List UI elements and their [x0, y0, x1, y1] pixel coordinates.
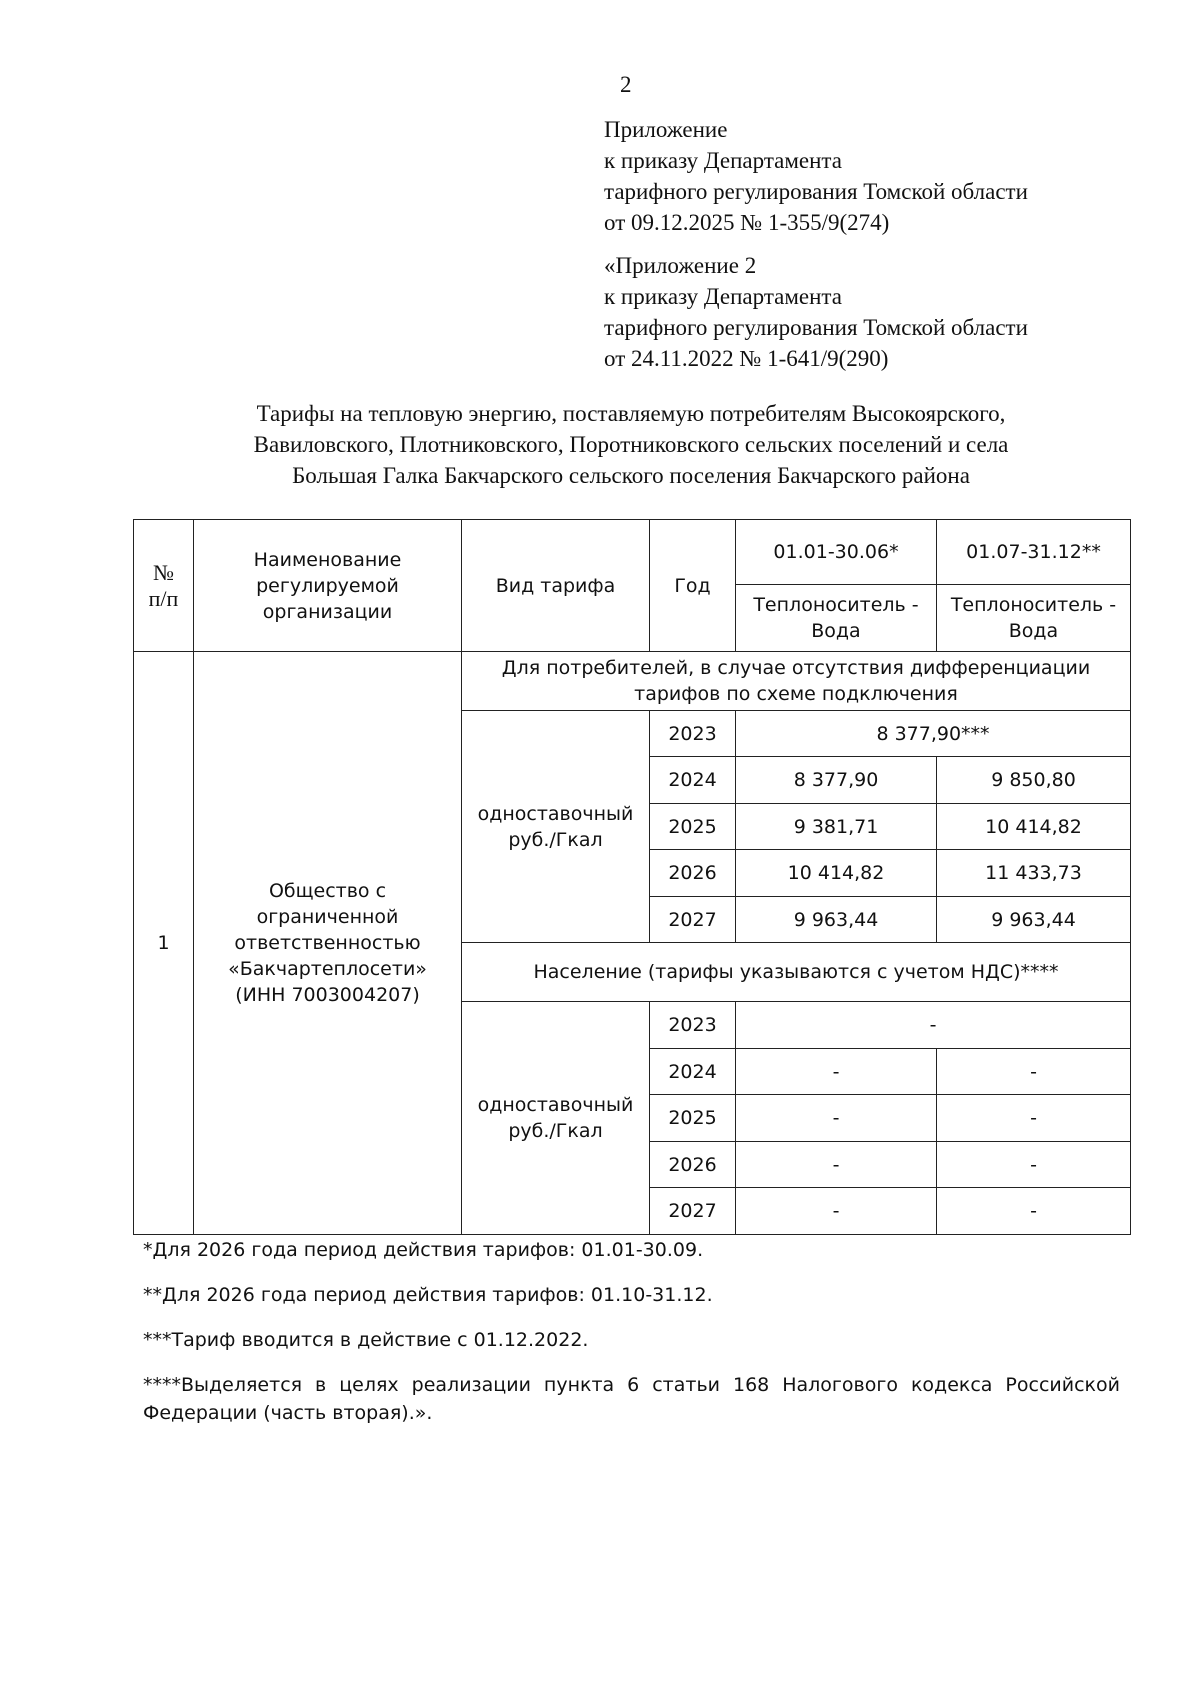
tariff-value-period-2: 11 433,73	[937, 850, 1131, 897]
header-tariff-type: Вид тарифа	[462, 520, 650, 652]
title-line: Вавиловского, Плотниковского, Поротниковского сельских поселений и села	[253, 432, 1009, 457]
title-line: Большая Галка Бакчарского сельского поселения Бакчарского района	[292, 463, 970, 488]
year-cell: 2027	[650, 1188, 736, 1235]
year-cell: 2027	[650, 897, 736, 943]
organization-line: ответственностью	[234, 932, 421, 954]
year-cell: 2024	[650, 1049, 736, 1095]
header-num: № п/п	[134, 520, 194, 652]
appendix-line: Приложение	[604, 117, 728, 142]
tariff-value-period-2: -	[937, 1095, 1131, 1142]
tariff-value-period-1: 9 381,71	[736, 804, 937, 850]
tariff-type-cell: одноставочный руб./Гкал	[462, 1002, 650, 1235]
appendix-line: «Приложение 2	[604, 253, 757, 278]
organization-line: ограниченной	[256, 906, 399, 928]
organization-line: (ИНН 7003004207)	[235, 984, 420, 1006]
tariff-table	[133, 519, 1131, 1235]
tariff-value-period-1: 9 963,44	[736, 897, 937, 943]
header-org-name: Наименование регулируемой организации	[194, 520, 462, 652]
appendix-line: от 24.11.2022 № 1-641/9(290)	[604, 346, 889, 371]
tariff-value-period-1: -	[736, 1188, 937, 1235]
header-carrier-1: Теплоноситель - Вода	[736, 585, 937, 652]
document-title	[132, 398, 1130, 491]
appendix-line: тарифного регулирования Томской области	[604, 179, 1028, 204]
title-line: Тарифы на тепловую энергию, поставляемую потребителям Высокоярского,	[256, 401, 1006, 426]
year-cell: 2023	[650, 1002, 736, 1049]
appendix-header-previous	[604, 250, 1028, 374]
tariff-type-cell: одноставочный руб./Гкал	[462, 711, 650, 943]
header-carrier-2: Теплоноситель - Вода	[937, 585, 1131, 652]
year-cell: 2023	[650, 711, 736, 757]
year-cell: 2026	[650, 850, 736, 897]
tariff-value-period-2: 9 850,80	[937, 757, 1131, 804]
tariff-value-period-1: -	[736, 1142, 937, 1188]
row-number: 1	[134, 652, 194, 1235]
footnote: ***Тариф вводится в действие с 01.12.2022.	[143, 1329, 589, 1351]
year-cell: 2024	[650, 757, 736, 804]
tariff-value-period-2: -	[937, 1188, 1131, 1235]
section-label-population: Население (тарифы указываются с учетом НДС)****	[462, 943, 1131, 1002]
organization-line: «Бакчартеплосети»	[228, 958, 427, 980]
year-cell: 2025	[650, 804, 736, 850]
tariff-value-merged: -	[736, 1002, 1131, 1049]
tariff-value-period-2: -	[937, 1142, 1131, 1188]
footnote: **Для 2026 года период действия тарифов: 01.10-31.12.	[143, 1284, 713, 1306]
tariff-value-period-1: -	[736, 1049, 937, 1095]
tariff-value-period-2: 9 963,44	[937, 897, 1131, 943]
appendix-line: тарифного регулирования Томской области	[604, 315, 1028, 340]
tariff-value-period-1: 8 377,90	[736, 757, 937, 804]
header-year: Год	[650, 520, 736, 652]
tariff-value-merged: 8 377,90***	[736, 711, 1131, 757]
tariff-value-period-1: -	[736, 1095, 937, 1142]
header-period-2: 01.07-31.12**	[937, 520, 1131, 585]
appendix-line: к приказу Департамента	[604, 284, 842, 309]
tariff-value-period-1: 10 414,82	[736, 850, 937, 897]
footnote: ****Выделяется в целях реализации пункта 6 статьи 168 Налогового кодекса Российской Федерации (часть вторая).».	[143, 1374, 1120, 1424]
footnotes	[143, 1236, 1120, 1444]
appendix-line: к приказу Департамента	[604, 148, 842, 173]
organization-name	[194, 652, 462, 1235]
tariff-value-period-2: 10 414,82	[937, 804, 1131, 850]
page-number: 2	[620, 72, 632, 97]
organization-line: Общество с	[268, 880, 387, 902]
footnote: *Для 2026 года период действия тарифов: 01.01-30.09.	[143, 1239, 704, 1261]
tariff-value-period-2: -	[937, 1049, 1131, 1095]
year-cell: 2026	[650, 1142, 736, 1188]
appendix-line: от 09.12.2025 № 1-355/9(274)	[604, 210, 890, 235]
appendix-header-current	[604, 114, 1028, 238]
header-period-1: 01.01-30.06*	[736, 520, 937, 585]
year-cell: 2025	[650, 1095, 736, 1142]
section-label-consumers: Для потребителей, в случае отсутствия дифференциации тарифов по схеме подключения	[462, 652, 1131, 711]
